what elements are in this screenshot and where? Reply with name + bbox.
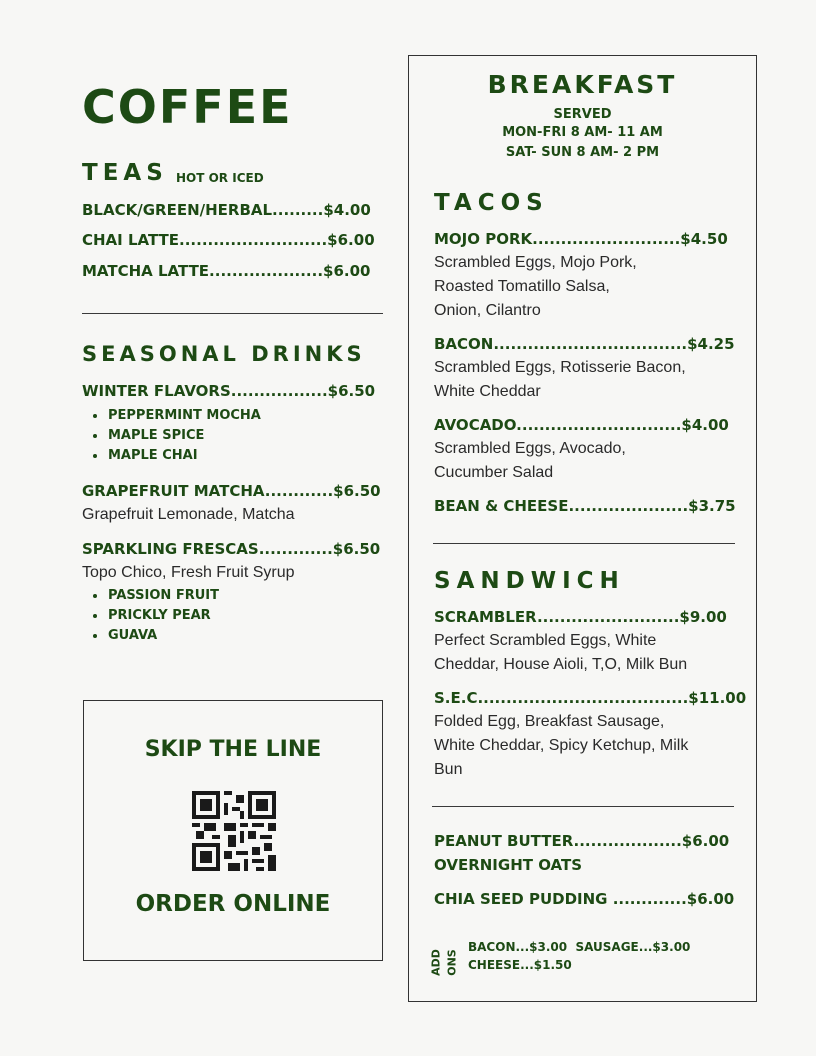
- add-ons-prices-line2: CHEESE...$1.50: [468, 958, 572, 972]
- description-line: Scrambled Eggs, Avocado,: [434, 440, 626, 457]
- list-item: GUAVA: [108, 626, 219, 646]
- menu-item-chai-latte: CHAI LATTE..........................$6.00: [82, 231, 375, 249]
- list-item: PEPPERMINT MOCHA: [108, 406, 261, 426]
- menu-item-sec: S.E.C.....................................$11.00: [434, 689, 747, 707]
- sandwich-heading: SANDWICH: [434, 568, 625, 594]
- tacos-heading: TACOS: [434, 190, 549, 216]
- divider: [82, 313, 383, 314]
- description-line: Scrambled Eggs, Rotisserie Bacon,: [434, 359, 686, 376]
- served-label: SERVED: [553, 107, 612, 122]
- menu-item-avocado: AVOCADO.............................$4.00: [434, 416, 729, 434]
- menu-item-sparkling-frescas: SPARKLING FRESCAS.............$6.50: [82, 540, 381, 558]
- fresca-flavor-options: [82, 586, 219, 646]
- description-line: Onion, Cilantro: [434, 302, 541, 319]
- description-line: Roasted Tomatillo Salsa,: [434, 278, 610, 295]
- peanut-butter-oats-line2: OVERNIGHT OATS: [434, 856, 583, 874]
- menu-item-peanut-butter-oats: PEANUT BUTTER...................$6.00: [434, 832, 730, 850]
- coffee-title: COFFEE: [82, 80, 293, 134]
- order-online-button[interactable]: ORDER ONLINE: [135, 891, 331, 917]
- menu-item-matcha-latte: MATCHA LATTE....................$6.00: [82, 262, 371, 280]
- description-line: Perfect Scrambled Eggs, White: [434, 632, 657, 649]
- bacon-description: [434, 356, 686, 404]
- avocado-description: [434, 437, 626, 485]
- add-ons-label-line1: ADD: [429, 949, 443, 976]
- sec-description: [434, 710, 688, 782]
- weekend-hours: SAT- SUN 8 AM- 2 PM: [505, 145, 660, 160]
- description-line: White Cheddar, Spicy Ketchup, Milk: [434, 737, 689, 754]
- description-line: Folded Egg, Breakfast Sausage,: [434, 713, 665, 730]
- scrambler-description: [434, 629, 687, 677]
- description-line: Bun: [434, 761, 463, 778]
- list-item: MAPLE CHAI: [108, 446, 261, 466]
- menu-item-grapefruit-matcha: GRAPEFRUIT MATCHA............$6.50: [82, 482, 381, 500]
- qr-code[interactable]: [192, 791, 276, 871]
- menu-item-winter-flavors: WINTER FLAVORS.................$6.50: [82, 382, 376, 400]
- divider: [433, 543, 735, 544]
- list-item: PASSION FRUIT: [108, 586, 219, 606]
- menu-item-chia-seed-pudding: CHIA SEED PUDDING .............$6.00: [434, 890, 735, 908]
- divider: [432, 806, 734, 807]
- description-line: Scrambled Eggs, Mojo Pork,: [434, 254, 637, 271]
- teas-note: HOT OR ICED: [176, 171, 264, 185]
- skip-the-line-heading: SKIP THE LINE: [144, 737, 322, 762]
- menu-item-scrambler: SCRAMBLER.........................$9.00: [434, 608, 727, 626]
- mojo-pork-description: [434, 251, 637, 323]
- menu-item-bean-cheese: BEAN & CHEESE.....................$3.75: [434, 497, 736, 515]
- grapefruit-matcha-description: Grapefruit Lemonade, Matcha: [82, 506, 295, 523]
- menu-item-bacon: BACON..................................$4.25: [434, 335, 735, 353]
- order-online-box: [83, 700, 383, 961]
- add-ons-label-line2: ONS: [445, 949, 459, 976]
- winter-flavor-options: [82, 406, 261, 466]
- list-item: PRICKLY PEAR: [108, 606, 219, 626]
- weekday-hours: MON-FRI 8 AM- 11 AM: [502, 125, 663, 140]
- seasonal-drinks-heading: SEASONAL DRINKS: [82, 342, 366, 366]
- description-line: White Cheddar: [434, 383, 541, 400]
- add-ons-label: [425, 944, 461, 976]
- teas-heading: TEAS: [82, 160, 168, 186]
- description-line: Cucumber Salad: [434, 464, 554, 481]
- sparkling-frescas-description: Topo Chico, Fresh Fruit Syrup: [82, 564, 295, 581]
- description-line: Cheddar, House Aioli, T,O, Milk Bun: [434, 656, 688, 673]
- add-ons-prices-line1: BACON...$3.00 SAUSAGE...$3.00: [468, 940, 691, 954]
- menu-item-black-green-herbal: BLACK/GREEN/HERBAL.........$4.00: [82, 201, 371, 219]
- breakfast-title: BREAKFAST: [487, 70, 678, 99]
- list-item: MAPLE SPICE: [108, 426, 261, 446]
- menu-item-mojo-pork: MOJO PORK..........................$4.50: [434, 230, 728, 248]
